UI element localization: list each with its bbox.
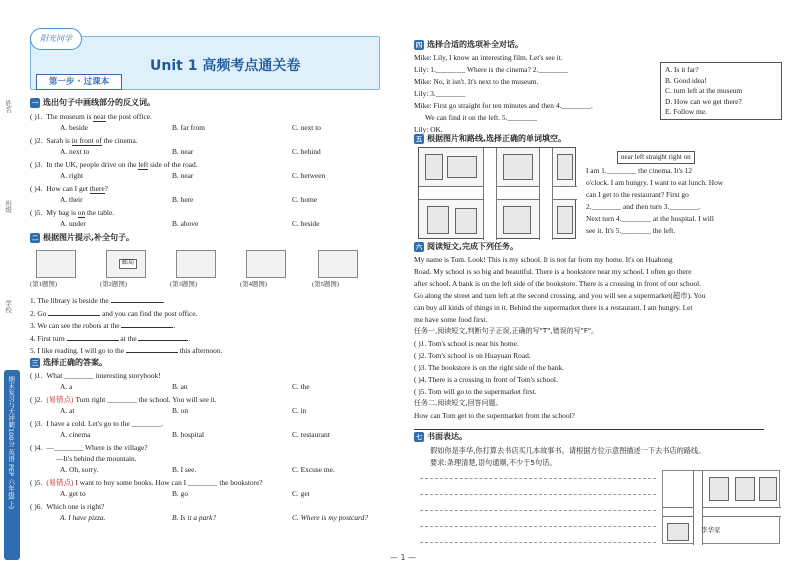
question-number: ( )1. [30, 371, 43, 380]
building-icon [759, 477, 777, 501]
error-prone-tag: (易错点) [46, 478, 74, 487]
answer-option[interactable]: C. Excuse me. [292, 465, 335, 474]
reading-question: How can Tom get to the supermarket from the school? [414, 411, 575, 420]
section3-title: 三 选择正确的答案。 [31, 358, 107, 367]
task-two-instruction: 任务二,阅读短文,回答问题。 [414, 399, 503, 407]
answer-blank[interactable] [138, 340, 188, 341]
question-text: I have a cold. Let's go to the ________. [46, 419, 164, 428]
answer-blank[interactable] [111, 302, 163, 303]
question-text: —It's behind the mountain. [56, 454, 137, 463]
question-line [30, 443, 148, 452]
writing-line[interactable] [420, 510, 656, 511]
passage-line: see it. It's 5.________ the left. [586, 226, 676, 235]
dialogue-option[interactable]: C. turn left at the museum [665, 86, 743, 95]
word-bank: near left straight right on [617, 151, 695, 164]
dialogue-line: Mike: First go straight for ten minutes and then 4.________. [414, 101, 593, 110]
question-text: In the UK, people drive on the [46, 160, 139, 169]
question-line [30, 136, 138, 145]
picture-caption: (第5题图) [312, 281, 340, 288]
answer-option[interactable]: B. I see. [172, 465, 197, 474]
answer-option[interactable]: C. Where is my postcard? [292, 513, 369, 522]
question-number: ( )4. [30, 184, 43, 193]
left-margin-sidebar [0, 0, 24, 571]
answer-blank[interactable] [126, 352, 178, 353]
question-text: side of the road. [148, 160, 198, 169]
dialogue-option[interactable]: A. Is it far? [665, 65, 699, 74]
dialogue-option[interactable]: E. Follow me. [665, 107, 707, 116]
book-info-text: 期末复习与大冲刺100分 英语 PEP 六年级(上) [7, 376, 16, 510]
sentence-text: 3. We can see the robots at the [30, 321, 122, 330]
error-prone-tag: (易错点) [46, 395, 74, 404]
step-tag: 第一步 · 过课本 [36, 74, 122, 90]
building-icon [503, 154, 533, 180]
answer-option[interactable]: C. in [292, 406, 307, 415]
answer-option[interactable]: A. get to [60, 489, 86, 498]
section2-number: 二 [31, 234, 39, 242]
question-number: ( )5. [30, 208, 43, 217]
dialogue-line: Lily: OK. [414, 125, 443, 134]
question-text: Which one is right? [46, 502, 105, 511]
fill-sentence [30, 296, 164, 305]
answer-option[interactable]: A. I have pizza. [60, 513, 106, 522]
answer-option[interactable]: B. above [172, 219, 199, 228]
answer-option[interactable]: B. hospital [172, 430, 205, 439]
writing-line[interactable] [420, 542, 656, 543]
writing-prompt: 假如你是李华,你打算去书店买几本故事书。请根据方位示意图描述一下去书店的路线。 [430, 446, 706, 455]
answer-option[interactable]: A. beside [60, 123, 88, 132]
writing-requirement: 要求:条理清楚,语句通顺,不少于5句话。 [430, 458, 557, 467]
passage-line: 2.________ and then turn 3.________. [586, 202, 701, 211]
question-line [30, 208, 114, 217]
passage-line: me have some food first. [414, 315, 488, 324]
sentence-text: 5. I like reading. I will go to the [30, 346, 126, 355]
answer-option[interactable]: C. between [292, 171, 326, 180]
picture-hint [36, 250, 76, 278]
underlined-word: left [138, 160, 149, 169]
answer-option[interactable]: B. far from [172, 123, 206, 132]
question-line [30, 419, 163, 428]
dialogue-line: We can find it on the left. 5.________ [414, 113, 538, 122]
question-number: ( )1. [30, 112, 43, 121]
task-one-instruction: 任务一,阅读短文,判断句子正误,正确的写"T",错误的写"F"。 [414, 327, 599, 335]
question-text: My bag is [46, 208, 78, 217]
question-text: ? [104, 184, 108, 193]
answer-option[interactable]: B. near [172, 147, 194, 156]
sentence-text: 1. The library is beside the [30, 296, 111, 305]
underlined-word: near [93, 112, 107, 121]
true-false-item[interactable]: ( )5. Tom will go to the supermarket first. [414, 387, 537, 396]
passage-line: can I get to the restaurant? First go [586, 190, 689, 199]
picture-caption: (第4题图) [240, 281, 268, 288]
name-label: 姓名 [4, 100, 13, 113]
picture-hint [246, 250, 286, 278]
section4-title: 四 选择合适的选项补全对话。 [415, 40, 523, 49]
question-text: the table. [85, 208, 115, 217]
question-number: ( )3. [30, 419, 43, 428]
answer-option[interactable]: C. the [292, 382, 310, 391]
bookstore-route-map [662, 470, 780, 544]
building-icon [425, 154, 443, 180]
question-line [30, 371, 161, 380]
question-line [30, 112, 152, 121]
passage-line: can buy all kinds of things in it. Behind the supermarket there is a restaurant. I am hungry. Let [414, 303, 693, 312]
answer-option[interactable]: A. their [60, 195, 83, 204]
question-number: ( )4. [30, 443, 43, 452]
answer-option[interactable]: A. right [60, 171, 83, 180]
sentence-text: this afternoon. [177, 346, 223, 355]
fill-sentence [30, 346, 222, 355]
question-text: How can I get [46, 184, 90, 193]
answer-option[interactable]: A. under [60, 219, 86, 228]
building-icon [709, 477, 729, 501]
writing-line[interactable] [420, 494, 656, 495]
true-false-item[interactable]: ( )3. The bookstore is on the right side of the bank. [414, 363, 564, 372]
section6-number: 六 [415, 243, 423, 251]
answer-option[interactable]: A. Oh, sorry. [60, 465, 99, 474]
sentence-text: . [162, 296, 165, 305]
question-number: ( )3. [30, 160, 43, 169]
picture-caption: (第1题图) [30, 281, 58, 288]
section4-options-box [660, 62, 782, 120]
class-label: 班级 [4, 200, 13, 213]
building-icon [503, 206, 531, 234]
passage-line: after school. A bank is on the left side of the bookstore. There is a crossing in front of our school. [414, 279, 702, 288]
answer-option[interactable]: A. next to [60, 147, 90, 156]
answer-option[interactable]: B. Is it a park? [172, 513, 217, 522]
school-label: 学校 [4, 300, 13, 313]
answer-option[interactable]: B. on [172, 406, 189, 415]
passage-line: Go along the street and turn left at the second crossing, and you will see a supermarket(超市). You [414, 291, 706, 300]
dialogue-line: Lily: 3.________ [414, 89, 466, 98]
sentence-text: 4. First turn [30, 333, 67, 343]
building-icon [735, 477, 755, 501]
section7-title: 七 书面表达。 [415, 432, 467, 441]
answer-option[interactable]: B. go [172, 489, 189, 498]
question-line [30, 478, 263, 487]
writing-line[interactable] [420, 526, 656, 527]
dialogue-line: Lily: 1.________ Where is the cinema? 2.________ [414, 65, 568, 74]
passage-line: My name is Tom. Look! This is my school. It is not far from my home. It's on Huahong [414, 255, 673, 264]
underlined-word: there [89, 184, 105, 193]
section4-number: 四 [415, 41, 423, 49]
answer-blank[interactable] [48, 315, 100, 316]
question-number: ( )6. [30, 502, 43, 511]
dialogue-option[interactable]: B. Good idea! [665, 75, 707, 85]
question-line [30, 160, 198, 169]
question-number: ( )2. [30, 136, 43, 145]
question-number: ( )2. [30, 395, 43, 404]
page-number: — 1 — [390, 553, 417, 562]
question-line [30, 184, 108, 193]
sentence-text: and you can find the post office. [100, 308, 198, 318]
true-false-item[interactable]: ( )4. There is a crossing in front of Tom's school. [414, 375, 558, 384]
building-icon [557, 206, 573, 234]
fill-sentence [30, 334, 190, 343]
question-line [30, 395, 217, 404]
question-text: the post office. [106, 112, 152, 121]
underlined-word: in front of [71, 136, 102, 145]
section7-number: 七 [415, 433, 423, 441]
passage-line: Next turn 4.________ at the hospital. I will [586, 214, 714, 223]
picture-caption: (第3题图) [170, 281, 198, 288]
section3-number: 三 [31, 359, 39, 367]
house-icon [667, 523, 689, 541]
sentence-text: . [173, 321, 176, 330]
question-number: ( )5. [30, 478, 43, 487]
answer-option[interactable]: A. a [60, 382, 73, 391]
section5-title: 五 根据图片和路线,选择正确的单词填空。 [415, 134, 567, 143]
answer-option[interactable]: B. an [172, 382, 188, 391]
sentence-text: at the [118, 333, 139, 343]
picture-hint [176, 250, 216, 278]
answer-option[interactable]: A. cinema [60, 430, 91, 439]
answer-option[interactable]: C. behind [292, 147, 321, 156]
dialogue-line: Mike: Lily, I know an interesting film. Let's see it. [414, 53, 563, 62]
home-label: 李华家 [701, 527, 721, 534]
brand-logo: 阳光同学 [30, 28, 82, 50]
question-text: —________ Where is the village? [46, 443, 148, 452]
question-line [30, 502, 104, 511]
answer-option[interactable]: A. at [60, 406, 75, 415]
question-text: Sarah is [46, 136, 72, 145]
answer-blank[interactable] [121, 327, 173, 328]
answer-option[interactable]: C. get [292, 489, 310, 498]
passage-line: o'clock. I am hungry. I want to eat lunch. How [586, 178, 724, 187]
building-icon [455, 208, 477, 234]
route-map [418, 147, 576, 239]
building-icon [447, 156, 477, 178]
passage-line: Road. My school is so big and beautiful. There is a bookstore near my school. I often go there [414, 267, 692, 276]
post-office-sign: 邮局 [119, 259, 137, 269]
question-text: I want to buy some books. How can I ________ the bookstore? [75, 478, 263, 487]
dialogue-line: Mike: No, it isn't. It's next to the museum. [414, 77, 539, 86]
picture-hint [106, 250, 146, 278]
question-text: What ________ interesting storybook! [46, 371, 161, 380]
question-text: the cinema. [101, 136, 138, 145]
true-false-item[interactable]: ( )2. Tom's school is on Huayuan Road. [414, 351, 531, 360]
answer-option[interactable]: B. here [172, 195, 194, 204]
answer-option[interactable]: C. home [292, 195, 318, 204]
fill-sentence [30, 321, 175, 330]
page-title: Unit 1 高频考点通关卷 [150, 58, 301, 74]
question-text: Turn right ________ the school. You will see it. [75, 395, 217, 404]
answer-line[interactable] [414, 429, 764, 430]
section5-number: 五 [415, 135, 423, 143]
true-false-item[interactable]: ( )1. Tom's school is near his home. [414, 339, 519, 348]
writing-line[interactable] [420, 478, 656, 479]
sentence-text: 2. Go [30, 308, 49, 318]
fill-sentence [30, 309, 197, 318]
building-icon [427, 206, 449, 234]
sentence-text: . [188, 333, 191, 343]
dialogue-option[interactable]: D. How can we get there? [665, 96, 742, 106]
building-icon [557, 154, 573, 180]
answer-blank[interactable] [67, 340, 119, 341]
picture-hint [318, 250, 358, 278]
question-text: The museum is [46, 112, 94, 121]
section1-title: 一 选出句子中画线部分的反义词。 [31, 98, 155, 107]
section1-number: 一 [31, 99, 39, 107]
passage-line: I am 1.________ the cinema. It's 12 [586, 166, 693, 175]
picture-caption: (第2题图) [100, 281, 128, 288]
section6-title: 六 阅读短文,完成下列任务。 [415, 242, 519, 251]
answer-option[interactable]: B. near [172, 171, 194, 180]
underlined-word: on [77, 208, 86, 217]
answer-option[interactable]: C. beside [292, 219, 320, 228]
book-info-bar [4, 370, 20, 560]
answer-option[interactable]: C. restaurant [292, 430, 330, 439]
answer-option[interactable]: C. next to [292, 123, 321, 132]
section2-title: 二 根据图片提示,补全句子。 [31, 233, 135, 242]
